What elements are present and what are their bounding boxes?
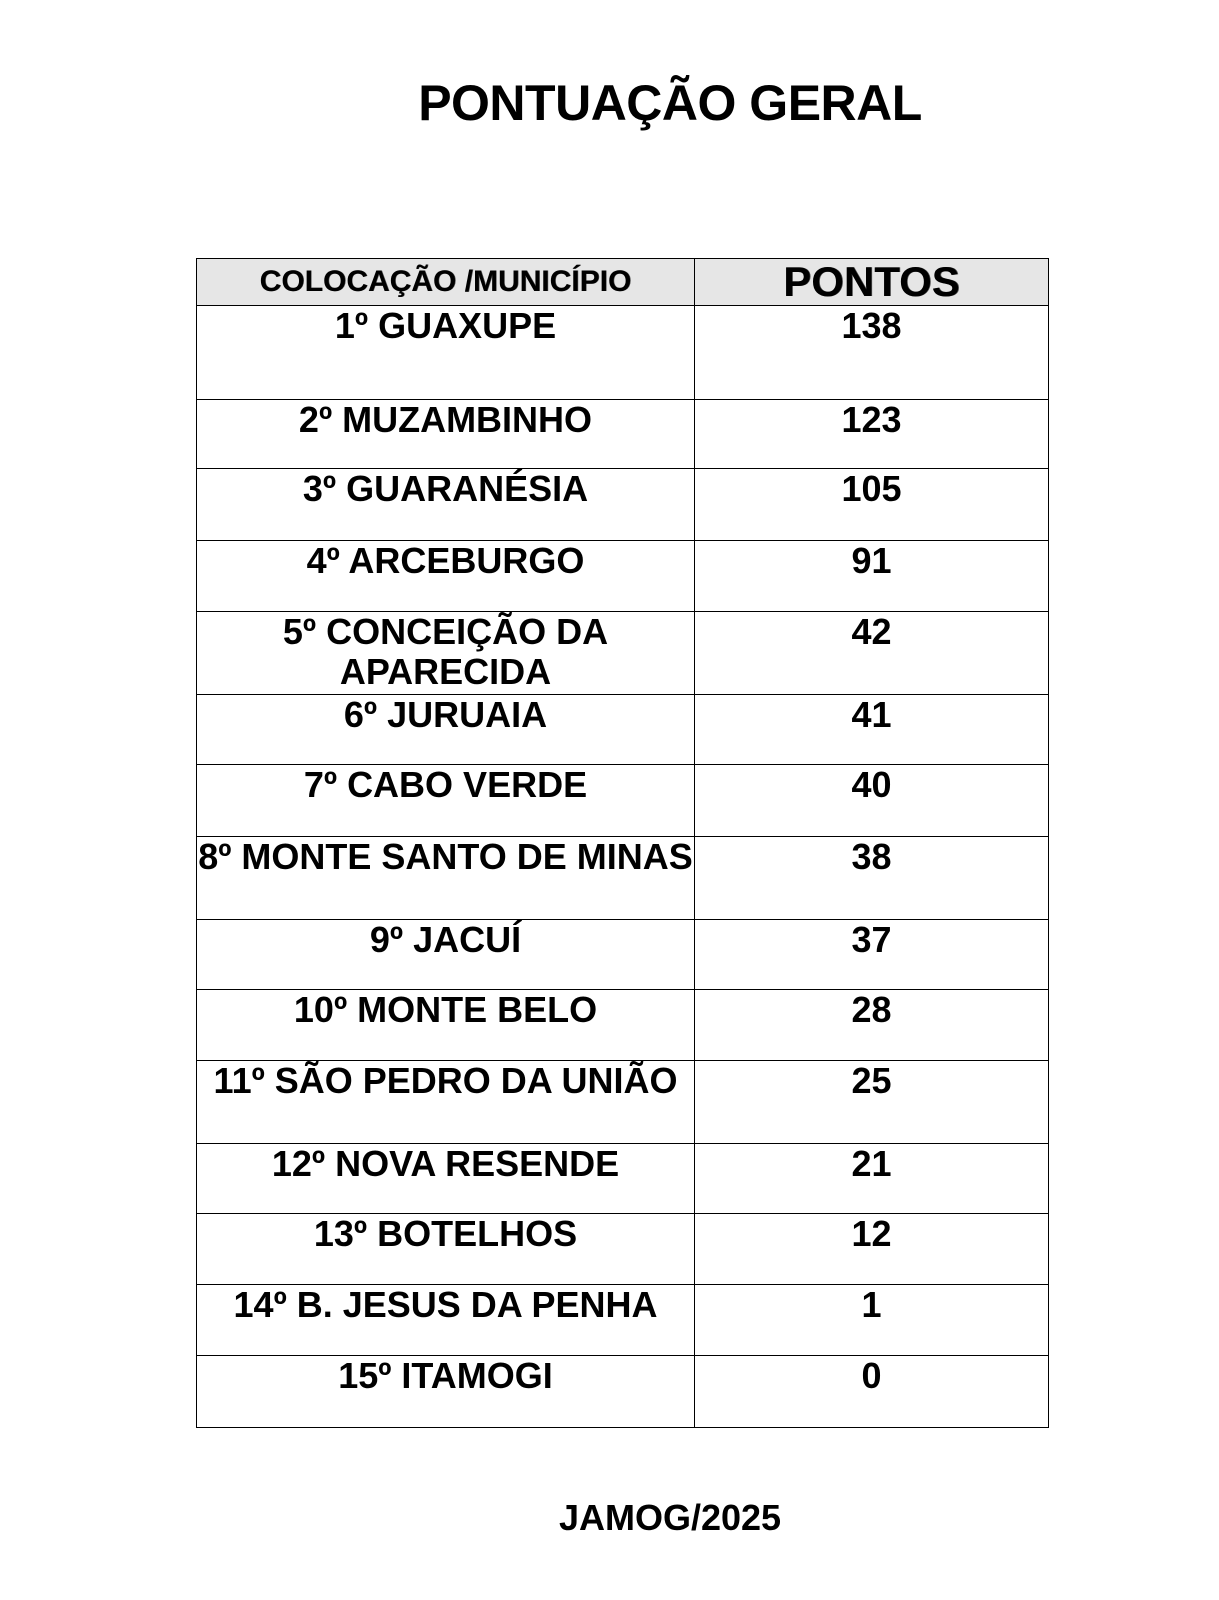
placement-cell: 6º JURUAIA: [197, 695, 695, 765]
placement-cell: 4º ARCEBURGO: [197, 541, 695, 612]
placement-cell: 1º GUAXUPE: [197, 306, 695, 400]
table-row: [197, 1285, 1049, 1356]
placement-cell: 7º CABO VERDE: [197, 765, 695, 837]
placement-cell: 9º JACUÍ: [197, 920, 695, 990]
table-row: [197, 612, 1049, 695]
points-cell: 0: [695, 1356, 1049, 1428]
table-row: [197, 990, 1049, 1061]
placement-cell: 15º ITAMOGI: [197, 1356, 695, 1428]
table-row: [197, 1144, 1049, 1214]
points-cell: 21: [695, 1144, 1049, 1214]
table-row: [197, 1214, 1049, 1285]
table-row: [197, 306, 1049, 400]
table-row: [197, 469, 1049, 541]
points-cell: 12: [695, 1214, 1049, 1285]
points-cell: 42: [695, 612, 1049, 695]
table-row: [197, 1061, 1049, 1144]
placement-cell: 8º MONTE SANTO DE MINAS: [197, 837, 695, 920]
points-cell: 41: [695, 695, 1049, 765]
points-cell: 38: [695, 837, 1049, 920]
points-cell: 105: [695, 469, 1049, 541]
footer-label: JAMOG/2025: [558, 1497, 782, 1538]
placement-cell: 14º B. JESUS DA PENHA: [197, 1285, 695, 1356]
table-row: [197, 400, 1049, 469]
column-header-points: PONTOS: [695, 259, 1049, 306]
table-row: [197, 920, 1049, 990]
points-cell: 138: [695, 306, 1049, 400]
table-row: [197, 1356, 1049, 1428]
placement-cell: 12º NOVA RESENDE: [197, 1144, 695, 1214]
page-title: PONTUAÇÃO GERAL: [418, 75, 922, 131]
placement-cell: 3º GUARANÉSIA: [197, 469, 695, 541]
placement-cell: 11º SÃO PEDRO DA UNIÃO: [197, 1061, 695, 1144]
points-cell: 28: [695, 990, 1049, 1061]
placement-cell: 2º MUZAMBINHO: [197, 400, 695, 469]
column-header-placement: COLOCAÇÃO /MUNICÍPIO: [197, 259, 695, 306]
ranking-table: [196, 258, 1049, 1428]
placement-cell: 10º MONTE BELO: [197, 990, 695, 1061]
placement-cell: 13º BOTELHOS: [197, 1214, 695, 1285]
points-cell: 37: [695, 920, 1049, 990]
table-header-row: [197, 259, 1049, 306]
table-row: [197, 695, 1049, 765]
points-cell: 40: [695, 765, 1049, 837]
table-row: [197, 837, 1049, 920]
table-row: [197, 541, 1049, 612]
points-cell: 1: [695, 1285, 1049, 1356]
points-cell: 91: [695, 541, 1049, 612]
table-row: [197, 765, 1049, 837]
points-cell: 25: [695, 1061, 1049, 1144]
points-cell: 123: [695, 400, 1049, 469]
placement-cell: 5º CONCEIÇÃO DA APARECIDA: [197, 612, 695, 695]
